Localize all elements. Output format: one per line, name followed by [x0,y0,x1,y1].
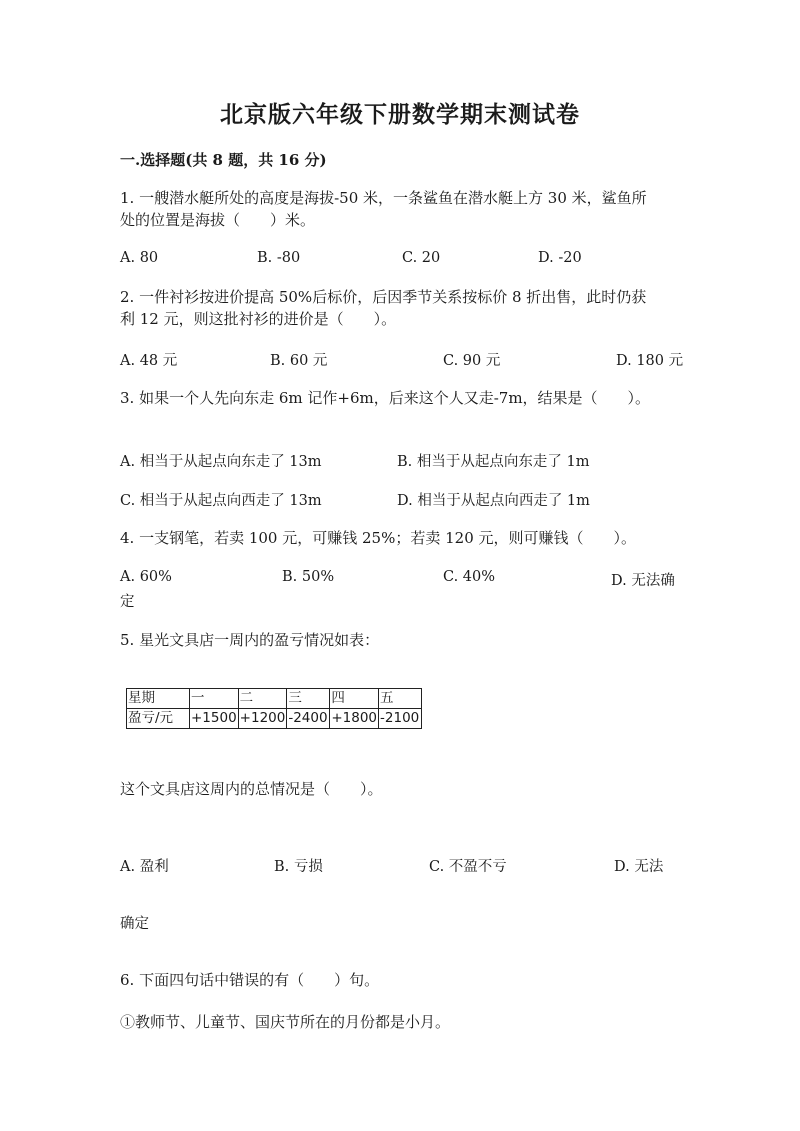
section-header: 一.选择题(共 8 题，共 16 分) [120,151,327,169]
question-5-followup: 这个文具店这周内的总情况是（ ）。 [120,780,383,798]
question-2-option-d[interactable]: D. 180 元 [616,353,684,369]
table-cell: -2400 [287,709,330,729]
question-6-line-1: 6. 下面四句话中错误的有（ ）句。 [120,971,380,989]
question-2-line-1: 2. 一件衬衫按进价提高 50%后标价，后因季节关系按标价 8 折出售，此时仍获 [120,288,647,306]
table-cell: +1200 [238,709,287,729]
question-3-option-c[interactable]: C. 相当于从起点向西走了 13m [120,493,322,509]
question-2-option-c[interactable]: C. 90 元 [443,353,501,369]
table-cell: 三 [287,689,330,709]
question-1-option-c[interactable]: C. 20 [402,250,441,266]
table-cell: +1500 [190,709,239,729]
question-2-option-b[interactable]: B. 60 元 [270,353,328,369]
question-5-line-1: 5. 星光文具店一周内的盈亏情况如表： [120,631,380,649]
table-cell: +1800 [330,709,379,729]
table-cell: 一 [190,689,239,709]
question-4-option-c[interactable]: C. 40% [443,569,496,585]
question-4-option-d-wrap: 定 [120,594,135,610]
question-2-option-a[interactable]: A. 48 元 [120,353,178,369]
question-3-option-b[interactable]: B. 相当于从起点向东走了 1m [397,454,590,470]
profit-loss-table [126,688,422,729]
question-1-option-a[interactable]: A. 80 [120,250,159,266]
question-3-line-1: 3. 如果一个人先向东走 6m 记作+6m，后来这个人又走-7m，结果是（ ）。 [120,389,651,407]
question-4-line-1: 4. 一支钢笔，若卖 100 元，可赚钱 25%；若卖 120 元，则可赚钱（ ）。 [120,529,637,547]
question-6-statement-1: ①教师节、儿童节、国庆节所在的月份都是小月。 [120,1013,451,1031]
question-2-line-2: 利 12 元，则这批衬衫的进价是（ ）。 [120,310,397,328]
question-5-option-a[interactable]: A. 盈利 [120,859,169,875]
page-title: 北京版六年级下册数学期末测试卷 [220,101,580,128]
question-5-option-d[interactable]: D. 无法 [614,859,664,875]
question-4-option-b[interactable]: B. 50% [282,569,335,585]
table-cell: 盈亏/元 [127,709,190,729]
table-cell: 四 [330,689,379,709]
question-5-option-c[interactable]: C. 不盈不亏 [429,859,507,875]
table-cell: -2100 [379,709,422,729]
table-cell: 二 [238,689,287,709]
question-4-option-a[interactable]: A. 60% [120,569,172,585]
question-1-line-1: 1. 一艘潜水艇所处的高度是海拔-50 米，一条鲨鱼在潜水艇上方 30 米，鲨鱼所 [120,189,647,207]
table-header-row [127,689,422,709]
question-3-option-a[interactable]: A. 相当于从起点向东走了 13m [120,454,322,470]
question-1-option-d[interactable]: D. -20 [538,250,582,266]
question-5-option-b[interactable]: B. 亏损 [274,859,323,875]
question-1-line-2: 处的位置是海拔（ ）米。 [120,211,316,229]
question-3-option-d[interactable]: D. 相当于从起点向西走了 1m [397,493,590,509]
table-row [127,709,422,729]
question-1-option-b[interactable]: B. -80 [257,250,301,266]
question-4-option-d[interactable]: D. 无法确 [611,573,675,589]
table-cell: 五 [379,689,422,709]
question-5-option-d-wrap: 确定 [120,916,149,932]
table-cell: 星期 [127,689,190,709]
